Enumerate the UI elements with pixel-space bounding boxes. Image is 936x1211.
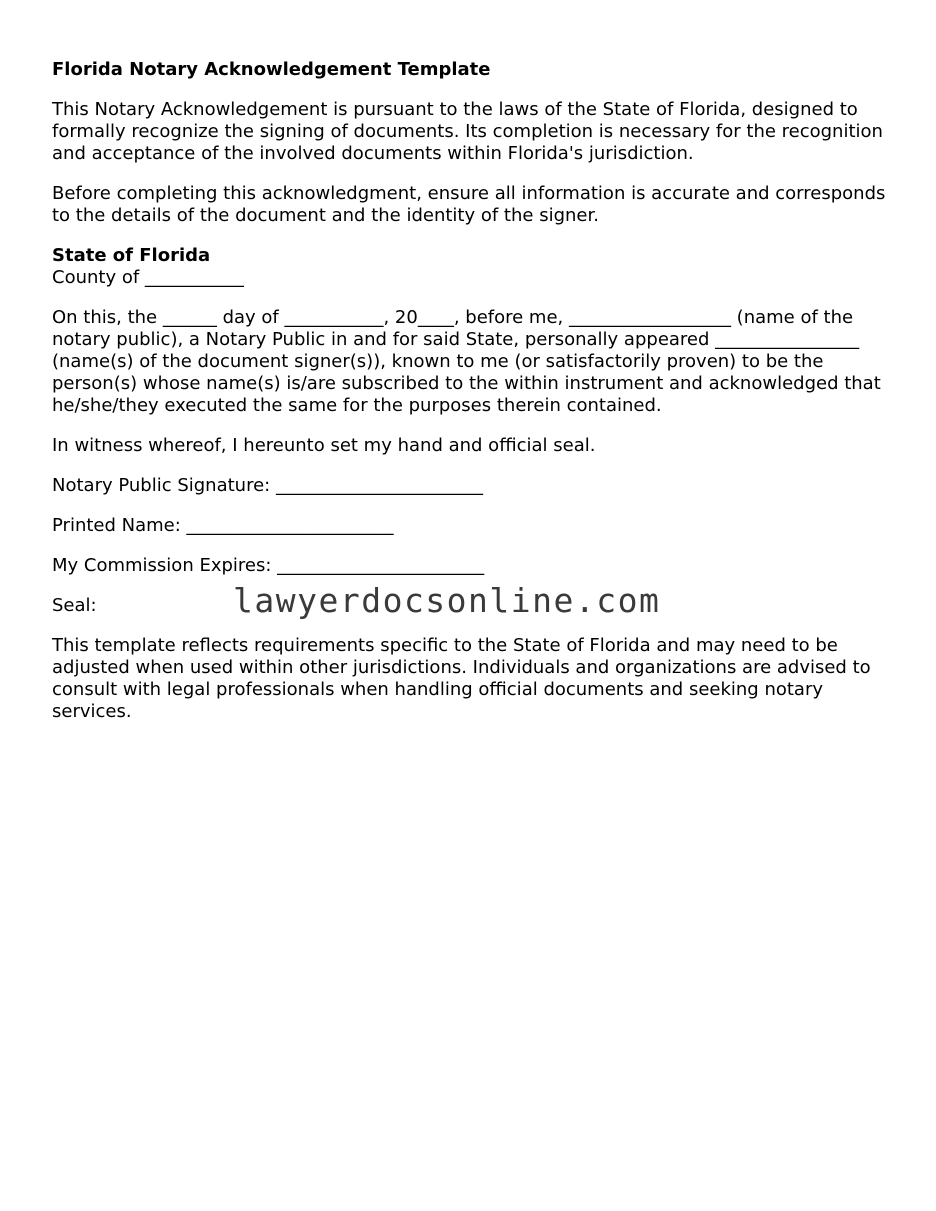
document-title: Florida Notary Acknowledgement Template: [52, 59, 491, 80]
witness-line: In witness whereof, I hereunto set my hand and official seal.: [52, 435, 596, 456]
commission-expires-line: My Commission Expires: _______________________: [52, 555, 485, 576]
notary-signature-line: Notary Public Signature: _______________________: [52, 475, 483, 496]
closing-paragraph: This template reflects requirements specific to the State of Florida and may need to be adjusted when used within other jurisdictions. Individuals and organizations are advised to consult with legal professionals when handling official documents and seeking notary services.: [52, 635, 871, 722]
seal-row: [52, 581, 892, 620]
printed-name-line: Printed Name: _______________________: [52, 515, 394, 536]
instruction-paragraph: Before completing this acknowledgment, ensure all information is accurate and corresponds to the details of the document and the identity of the signer.: [52, 183, 886, 226]
state-heading: State of Florida: [52, 245, 211, 266]
seal-label: Seal:: [52, 595, 97, 616]
venue-block: [52, 245, 892, 289]
document-page: [52, 59, 892, 741]
watermark-logo: lawyerdocsonline.com: [233, 581, 661, 620]
acknowledgment-paragraph: On this, the ______ day of ___________, 20____, before me, __________________ (name of the notary public), a Notary Public in and for said State, personally appeared ________________ (name(s) of the document signer(s)), known to me (or satisfactorily proven) to be the person(s) whose name(s) is/are subscribed to the within instrument and acknowledged that he/she/they executed the same for the purposes therein contained.: [52, 307, 881, 416]
county-line: County of ___________: [52, 267, 244, 288]
intro-paragraph: This Notary Acknowledgement is pursuant to the laws of the State of Florida, designed to formally recognize the signing of documents. Its completion is necessary for the recognition and acceptance of the involved documents within Florida's jurisdiction.: [52, 99, 883, 164]
